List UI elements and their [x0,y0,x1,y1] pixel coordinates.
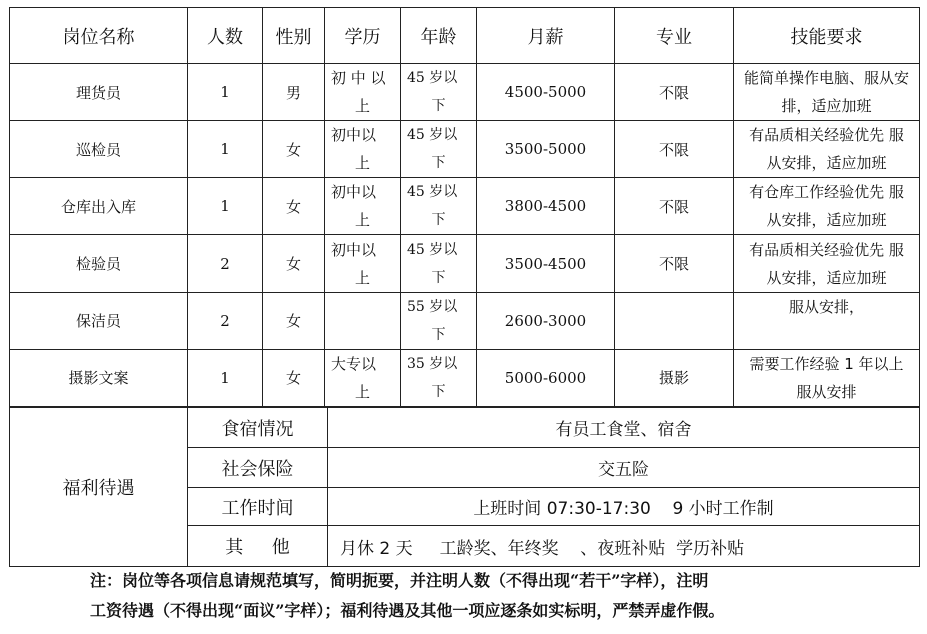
cell-position: 检验员 [10,235,188,292]
welfare-title: 福利待遇 [10,408,188,567]
cell-skills-line: 能简单操作电脑、服从安 [743,69,909,88]
cell-major: 不限 [615,235,734,292]
cell-education-line: 初中以 [331,126,377,145]
cell-education-line: 上 [354,382,370,401]
cell-count: 1 [188,121,263,178]
welfare-value: 上班时间 07:30-17:30 9 小时工作制 [328,488,920,526]
cell-skills-line: 服从安排 [796,382,857,401]
header-salary: 月薪 [477,8,615,64]
cell-age-line: 45 岁以 [407,70,458,87]
cell-salary: 4500-5000 [477,64,615,121]
cell-age-line: 45 岁以 [407,184,458,201]
cell-position: 理货员 [10,64,188,121]
cell-skills [734,121,920,178]
cell-gender: 女 [263,178,325,235]
cell-age [401,349,477,406]
cell-age [401,64,477,121]
job-table [9,7,920,407]
table-row [10,349,920,406]
cell-position: 摄影文案 [10,349,188,406]
cell-education-line: 上 [354,97,370,116]
cell-education-line [325,321,400,349]
cell-major: 不限 [615,64,734,121]
cell-skills-line [734,321,919,349]
cell-education [325,64,401,121]
header-skills: 技能要求 [734,8,920,64]
cell-age-line: 45 岁以 [407,241,458,258]
cell-position: 仓库出入库 [10,178,188,235]
welfare-value: 有员工食堂、宿舍 [328,408,920,448]
cell-education-line: 大专以 [331,354,377,373]
welfare-label: 工作时间 [188,488,328,526]
cell-major: 摄影 [615,349,734,406]
cell-major: 不限 [615,178,734,235]
cell-age-line: 55 岁以 [407,298,458,315]
table-row [10,121,920,178]
cell-major: 不限 [615,121,734,178]
header-education: 学历 [325,8,401,64]
cell-age [401,178,477,235]
cell-age-line: 下 [431,98,446,115]
cell-skills [734,64,920,121]
cell-skills [734,235,920,292]
header-row [10,8,920,64]
cell-skills [734,178,920,235]
cell-education [325,292,401,349]
cell-education [325,349,401,406]
table-row [10,178,920,235]
cell-count: 1 [188,349,263,406]
cell-education-line: 上 [354,154,370,173]
cell-skills-line: 有品质相关经验优先 服 [749,240,904,259]
welfare-label: 社会保险 [188,448,328,488]
cell-gender: 女 [263,235,325,292]
footnote [90,566,910,626]
table-row [10,235,920,292]
cell-age-line: 下 [431,383,446,400]
cell-education-line: 上 [354,211,370,230]
cell-age-line: 下 [431,269,446,286]
cell-skills-line: 从安排，适应加班 [766,268,887,287]
job-rows [10,64,920,407]
cell-age [401,121,477,178]
cell-skills-line: 排，适应加班 [781,97,872,116]
welfare-row [10,408,920,448]
cell-gender: 女 [263,292,325,349]
cell-salary: 3500-4500 [477,235,615,292]
cell-education-line: 初 中 以 [331,69,386,88]
cell-education [325,235,401,292]
header-gender: 性别 [263,8,325,64]
cell-age-line: 45 岁以 [407,127,458,144]
welfare-label: 其 他 [188,526,328,567]
header-position: 岗位名称 [10,8,188,64]
cell-education-line: 上 [354,268,370,287]
cell-gender: 女 [263,349,325,406]
cell-salary: 3800-4500 [477,178,615,235]
cell-salary: 5000-6000 [477,349,615,406]
cell-age-line: 下 [431,326,446,343]
cell-salary: 2600-3000 [477,292,615,349]
welfare-value: 交五险 [328,448,920,488]
cell-skills-line: 服从安排， [788,297,864,316]
table-row [10,292,920,349]
cell-position: 保洁员 [10,292,188,349]
cell-education [325,121,401,178]
footnote-line: 注：岗位等各项信息请规范填写，简明扼要，并注明人数（不得出现“若干”字样），注明 [90,571,709,590]
cell-salary: 3500-5000 [477,121,615,178]
cell-age-line: 下 [431,212,446,229]
cell-skills-line: 有仓库工作经验优先 服 [749,183,904,202]
cell-age-line: 下 [431,155,446,172]
cell-education-line [325,293,400,321]
cell-skills-line: 从安排，适应加班 [766,211,887,230]
cell-gender: 男 [263,64,325,121]
cell-education [325,178,401,235]
cell-skills-line: 有品质相关经验优先 服 [749,126,904,145]
cell-skills-line: 从安排，适应加班 [766,154,887,173]
cell-count: 2 [188,292,263,349]
cell-count: 2 [188,235,263,292]
cell-skills [734,292,920,349]
header-age: 年龄 [401,8,477,64]
cell-education-line: 初中以 [331,183,377,202]
cell-count: 1 [188,178,263,235]
cell-major [615,292,734,349]
welfare-label: 食宿情况 [188,408,328,448]
cell-position: 巡检员 [10,121,188,178]
footnote-line: 工资待遇（不得出现“面议”字样）；福利待遇及其他一项应逐条如实标明，严禁弄虚作假。 [90,601,725,620]
cell-count: 1 [188,64,263,121]
cell-age-line: 35 岁以 [407,355,458,372]
cell-gender: 女 [263,121,325,178]
cell-education-line: 初中以 [331,240,377,259]
cell-age [401,292,477,349]
header-major: 专业 [615,8,734,64]
welfare-table [9,407,920,567]
cell-skills [734,349,920,406]
cell-age [401,235,477,292]
welfare-value: 月休 2 天 工龄奖、年终奖 、夜班补贴 学历补贴 [328,526,920,567]
cell-skills-line: 需要工作经验 1 年以上 [749,354,904,373]
header-count: 人数 [188,8,263,64]
table-row [10,64,920,121]
